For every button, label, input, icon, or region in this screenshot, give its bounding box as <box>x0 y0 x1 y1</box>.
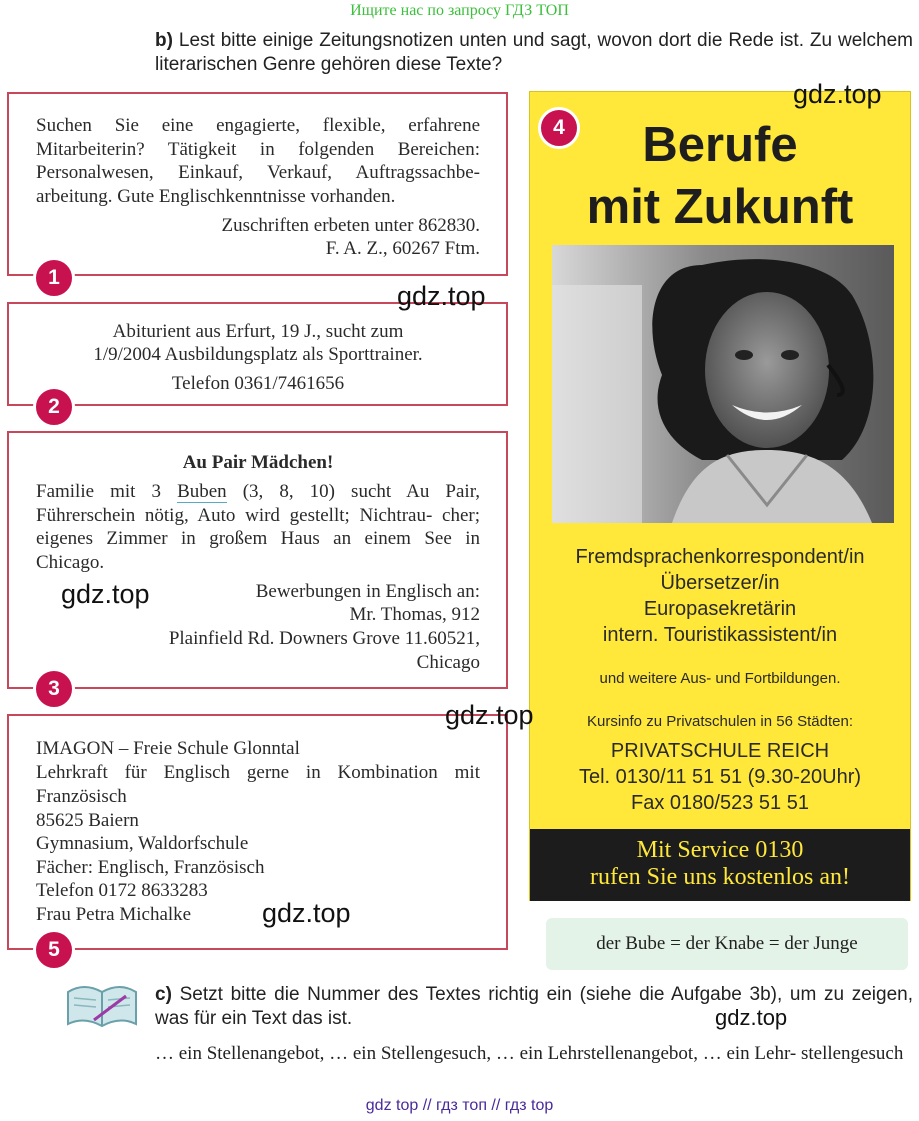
task-b <box>155 29 913 77</box>
notice-5-line-7: Frau Petra Michalke <box>36 904 192 925</box>
ad-footer-2: rufen Sie uns kostenlos an! <box>590 864 850 890</box>
notice-5-line-5: Fächer: Englisch, Französisch <box>36 857 265 878</box>
notice-3-title: Au Pair Mädchen! <box>182 452 334 473</box>
notice-5-line-1: IMAGON – Freie Schule Glonntal <box>36 738 300 759</box>
notice-3-body-after: (3, 8, 10) sucht Au Pair, Führerschein nötig, Auto wird gestellt; Nichtrau- cher; eigenes Zimmer in großem Haus an einem See in Chicago. <box>36 481 481 573</box>
ad-fax: Fax 0180/523 51 51 <box>631 792 809 814</box>
task-c-options: … ein Stellenangebot, … ein Stellengesuch, … ein Lehrstellenangebot, … ein Lehr- stellengesuch <box>155 1043 904 1064</box>
watermark: gdz.top <box>61 579 150 609</box>
advertisement <box>529 91 911 901</box>
notice-1-contact-1: Zuschriften erbeten unter 862830. <box>221 215 480 236</box>
woman-with-headset-photo <box>552 245 894 523</box>
watermark: gdz.top <box>397 281 486 311</box>
notice-2-line-2: 1/9/2004 Ausbildungsplatz als Sporttrainer. <box>93 344 423 365</box>
book-icon <box>64 978 140 1034</box>
notice-5-line-4: Gymnasium, Waldorfschule <box>36 833 249 854</box>
top-banner: Ищите нас по запросу ГДЗ ТОП <box>350 2 569 19</box>
watermark: gdz.top <box>793 79 882 109</box>
watermark: gdz.top <box>445 700 534 730</box>
ad-job-1: Fremdsprachenkorrespondent/in <box>575 546 865 568</box>
task-b-text: Lest bitte einige Zeitungsnotizen unten und sagt, wovon dort die Rede ist. Zu welchem literarischen Genre gehören diese Texte? <box>155 30 913 75</box>
ad-badge: 4 <box>538 107 580 149</box>
ad-footer-1: Mit Service 0130 <box>636 837 804 863</box>
ad-footer <box>530 829 910 901</box>
notice-5-line-6: Telefon 0172 8633283 <box>36 880 208 901</box>
notice-1-body: Suchen Sie eine engagierte, flexible, erfahrene Mitarbeiterin? Tätigkeit in folgenden Bereichen: Personalwesen, Einkauf, Verkauf, Auftragssachbe- arbeitung. Gute Englischkenntnisse vorhanden. <box>36 115 480 207</box>
notice-5-line-3: 85625 Baiern <box>36 810 139 831</box>
notice-3-badge: 3 <box>33 668 75 710</box>
notice-3-body-word: Buben <box>177 481 227 502</box>
task-b-label: b) <box>155 30 173 51</box>
notice-3-body <box>36 480 480 574</box>
ad-tel: Tel. 0130/11 51 51 (9.30-20Uhr) <box>578 766 862 788</box>
notice-1-contact-2: F. A. Z., 60267 Ftm. <box>325 238 480 259</box>
footer-links: gdz top // гдз топ // гдз top <box>365 1097 554 1114</box>
ad-photo <box>552 245 894 523</box>
ad-job-2: Übersetzer/in <box>660 572 780 594</box>
ad-info: Kursinfo zu Privatschulen in 56 Städten: <box>587 713 853 730</box>
task-c-text: Setzt bitte die Nummer des Textes richtig ein (siehe die Aufgabe 3b), um zu zeigen, was für ein Text das ist. <box>155 984 914 1029</box>
ad-contact <box>530 738 910 816</box>
ad-more: und weitere Aus- und Fortbildungen. <box>599 670 841 687</box>
notice-2-line-1: Abiturient aus Erfurt, 19 J., sucht zum <box>112 321 404 342</box>
task-c <box>155 983 913 1031</box>
ad-job-4: intern. Touristikassistent/in <box>602 624 838 646</box>
ad-title-2: mit Zukunft <box>586 180 854 234</box>
ad-title-1: Berufe <box>642 118 798 172</box>
vocab-note <box>546 918 908 970</box>
ad-school: PRIVATSCHULE REICH <box>610 740 830 762</box>
watermark: gdz.top <box>262 898 351 928</box>
vocab-text: der Bube = der Knabe = der Junge <box>596 933 858 954</box>
notice-1-badge: 1 <box>33 257 75 299</box>
notice-1 <box>7 92 508 276</box>
notice-3-body-before: Familie mit 3 <box>36 481 161 502</box>
notice-5-badge: 5 <box>33 929 75 971</box>
notice-5 <box>7 714 508 950</box>
ad-job-3: Europasekretärin <box>643 598 797 620</box>
ad-jobs <box>530 544 910 648</box>
notice-3-contact-2: Mr. Thomas, 912 <box>349 604 480 625</box>
notice-5-line-2: Lehrkraft für Englisch gerne in Kombination mit Französisch <box>36 762 480 807</box>
notice-3-contact-3: Plainfield Rd. Downers Grove 11.60521, <box>168 628 480 649</box>
watermark: gdz.top <box>715 1005 788 1030</box>
notice-3-contact-4: Chicago <box>416 652 480 673</box>
notice-2-line-3: Telefon 0361/7461656 <box>171 373 345 394</box>
notice-3-contact-1: Bewerbungen in Englisch an: <box>255 581 480 602</box>
task-c-label: c) <box>155 984 172 1005</box>
notice-3 <box>7 431 508 689</box>
notice-2-badge: 2 <box>33 386 75 428</box>
notice-2 <box>7 302 508 406</box>
